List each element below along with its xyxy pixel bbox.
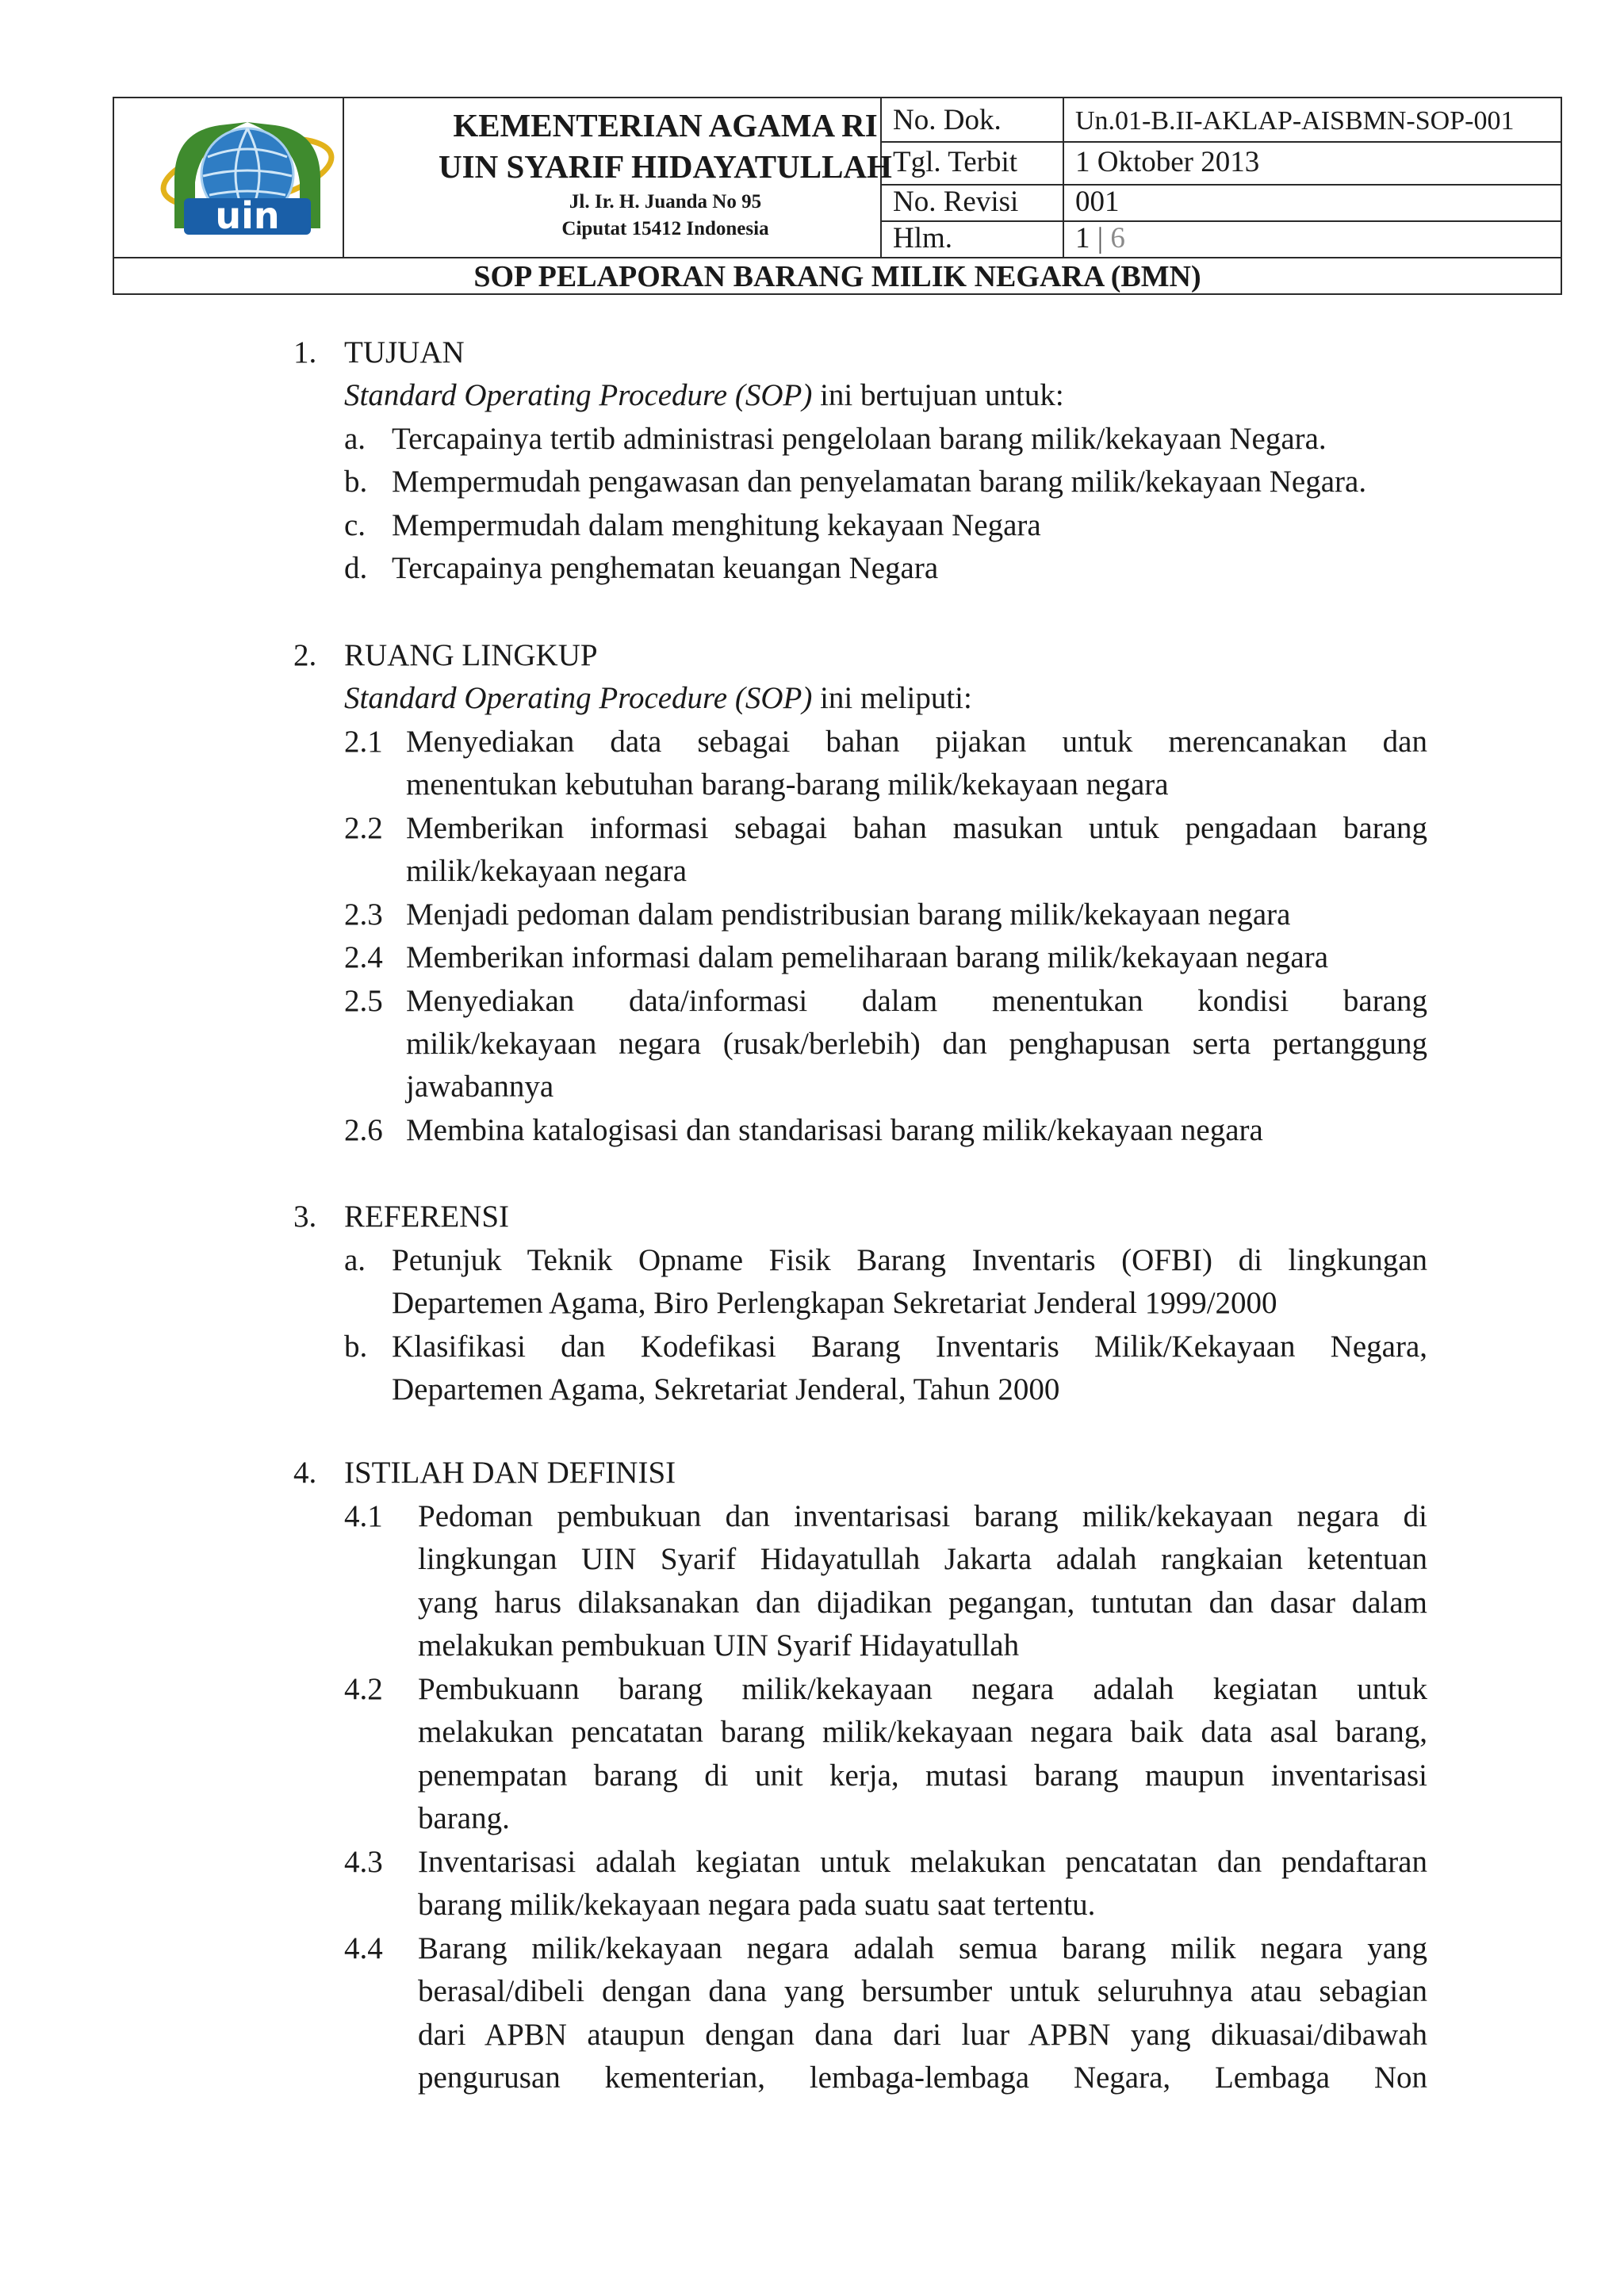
issue-date-label: Tgl. Terbit [893, 146, 1018, 178]
revision-label: No. Revisi [893, 186, 1019, 218]
section-heading: TUJUAN [344, 335, 465, 369]
address-line-2: Ciputat 15412 Indonesia [561, 218, 769, 239]
doc-number-value: Un.01-B.II-AKLAP-AISBMN-SOP-001 [1075, 106, 1515, 136]
section-number: 4. [293, 1456, 317, 1490]
list-item-text: Mempermudah pengawasan dan penyelamatan barang milik/kekayaan Negara. [392, 465, 1367, 499]
list-item-text: milik/kekayaan negara [406, 854, 688, 888]
document-title: SOP PELAPORAN BARANG MILIK NEGARA (BMN) [473, 260, 1201, 293]
section-number: 2. [293, 638, 317, 672]
list-item-text: Klasifikasi dan Kodefikasi Barang Inventaris Milik/Kekayaan Negara, [392, 1330, 1427, 1364]
document-header [113, 97, 1562, 295]
doc-number-label: No. Dok. [893, 104, 1002, 136]
section-intro: Standard Operating Procedure (SOP) ini meliputi: [344, 681, 972, 715]
issue-date-value: 1 Oktober 2013 [1075, 146, 1260, 178]
list-item-text: Barang milik/kekayaan negara adalah semua barang milik negara yang [418, 1931, 1427, 1965]
page-label: Hlm. [893, 222, 953, 254]
list-item-text: Petunjuk Teknik Opname Fisik Barang Inventaris (OFBI) di lingkungan [392, 1243, 1427, 1277]
page-number: 1 | 6 [1075, 222, 1125, 254]
section-intro: Standard Operating Procedure (SOP) ini bertujuan untuk: [344, 378, 1064, 412]
list-item-text: Tercapainya tertib administrasi pengelolaan barang milik/kekayaan Negara. [392, 422, 1327, 456]
ministry-name: KEMENTERIAN AGAMA RI [453, 107, 878, 144]
list-marker: 2.6 [344, 1113, 383, 1147]
list-item-text: Membina katalogisasi dan standarisasi barang milik/kekayaan negara [406, 1113, 1263, 1147]
revision-value: 001 [1075, 186, 1120, 218]
list-marker: 4.3 [344, 1845, 383, 1879]
section-heading: RUANG LINGKUP [344, 638, 598, 672]
header-divider [1063, 98, 1064, 257]
list-marker: a. [344, 422, 366, 456]
svg-text:uin: uin [215, 194, 280, 237]
list-item-text: Menyediakan data/informasi dalam menentukan kondisi barang [406, 984, 1427, 1018]
list-item-text: jawabannya [406, 1070, 554, 1104]
list-item-text: melakukan pencatatan barang milik/kekayaan negara baik data asal barang, [418, 1715, 1427, 1749]
list-item-text: barang milik/kekayaan negara pada suatu saat tertentu. [418, 1888, 1096, 1922]
list-marker: 2.3 [344, 897, 383, 932]
list-item-text: melakukan pembukuan UIN Syarif Hidayatullah [418, 1628, 1020, 1663]
list-marker: b. [344, 465, 368, 499]
institution-block [344, 98, 986, 257]
list-item-text: Departemen Agama, Biro Perlengkapan Sekretariat Jenderal 1999/2000 [392, 1286, 1277, 1320]
list-marker: 2.4 [344, 940, 383, 974]
university-name: UIN SYARIF HIDAYATULLAH [439, 148, 892, 185]
section-heading: REFERENSI [344, 1200, 510, 1234]
list-item-text: Tercapainya penghematan keuangan Negara [392, 551, 939, 585]
section-heading: ISTILAH DAN DEFINISI [344, 1456, 676, 1490]
list-item-text: pengurusan kementerian, lembaga-lembaga Negara, Lembaga Non [418, 2061, 1427, 2095]
list-marker: 2.5 [344, 984, 383, 1018]
list-marker: 4.4 [344, 1931, 383, 1965]
section-number: 1. [293, 335, 317, 369]
address-line-1: Jl. Ir. H. Juanda No 95 [569, 191, 762, 212]
list-item-text: barang. [418, 1801, 510, 1835]
list-item-text: lingkungan UIN Syarif Hidayatullah Jakarta adalah rangkaian ketentuan [418, 1542, 1427, 1576]
list-item-text: Memberikan informasi sebagai bahan masukan untuk pengadaan barang [406, 811, 1427, 845]
list-item-text: berasal/dibeli dengan dana yang bersumber untuk seluruhnya atau sebagian [418, 1974, 1427, 2008]
list-item-text: Menjadi pedoman dalam pendistribusian barang milik/kekayaan negara [406, 897, 1291, 932]
list-item-text: Menyediakan data sebagai bahan pijakan untuk merencanakan dan [406, 725, 1427, 759]
list-item-text: Departemen Agama, Sekretariat Jenderal, Tahun 2000 [392, 1372, 1060, 1406]
list-item-text: Memberikan informasi dalam pemeliharaan barang milik/kekayaan negara [406, 940, 1329, 974]
list-item-text: milik/kekayaan negara (rusak/berlebih) dan penghapusan serta pertanggung [406, 1027, 1427, 1061]
list-marker: 4.1 [344, 1499, 383, 1533]
list-marker: 2.1 [344, 725, 383, 759]
list-item-text: yang harus dilaksanakan dan dijadikan pegangan, tuntutan dan dasar dalam [418, 1586, 1427, 1620]
list-marker: a. [344, 1243, 366, 1277]
list-item-text: Inventarisasi adalah kegiatan untuk melakukan pencatatan dan pendaftaran [418, 1845, 1427, 1879]
list-marker: 2.2 [344, 811, 383, 845]
list-item-text: Pedoman pembukuan dan inventarisasi barang milik/kekayaan negara di [418, 1499, 1427, 1533]
list-marker: d. [344, 551, 368, 585]
list-marker: c. [344, 508, 366, 542]
list-item-text: Pembukuann barang milik/kekayaan negara adalah kegiatan untuk [418, 1672, 1427, 1706]
list-item-text: dari APBN ataupun dengan dana dari luar APBN yang dikuasai/dibawah [418, 2018, 1427, 2052]
list-item-text: menentukan kebutuhan barang-barang milik/kekayaan negara [406, 767, 1169, 802]
list-marker: b. [344, 1330, 368, 1364]
list-marker: 4.2 [344, 1672, 383, 1706]
list-item-text: penempatan barang di unit kerja, mutasi barang maupun inventarisasi [418, 1758, 1427, 1793]
section-number: 3. [293, 1200, 317, 1234]
list-item-text: Mempermudah dalam menghitung kekayaan Negara [392, 508, 1041, 542]
